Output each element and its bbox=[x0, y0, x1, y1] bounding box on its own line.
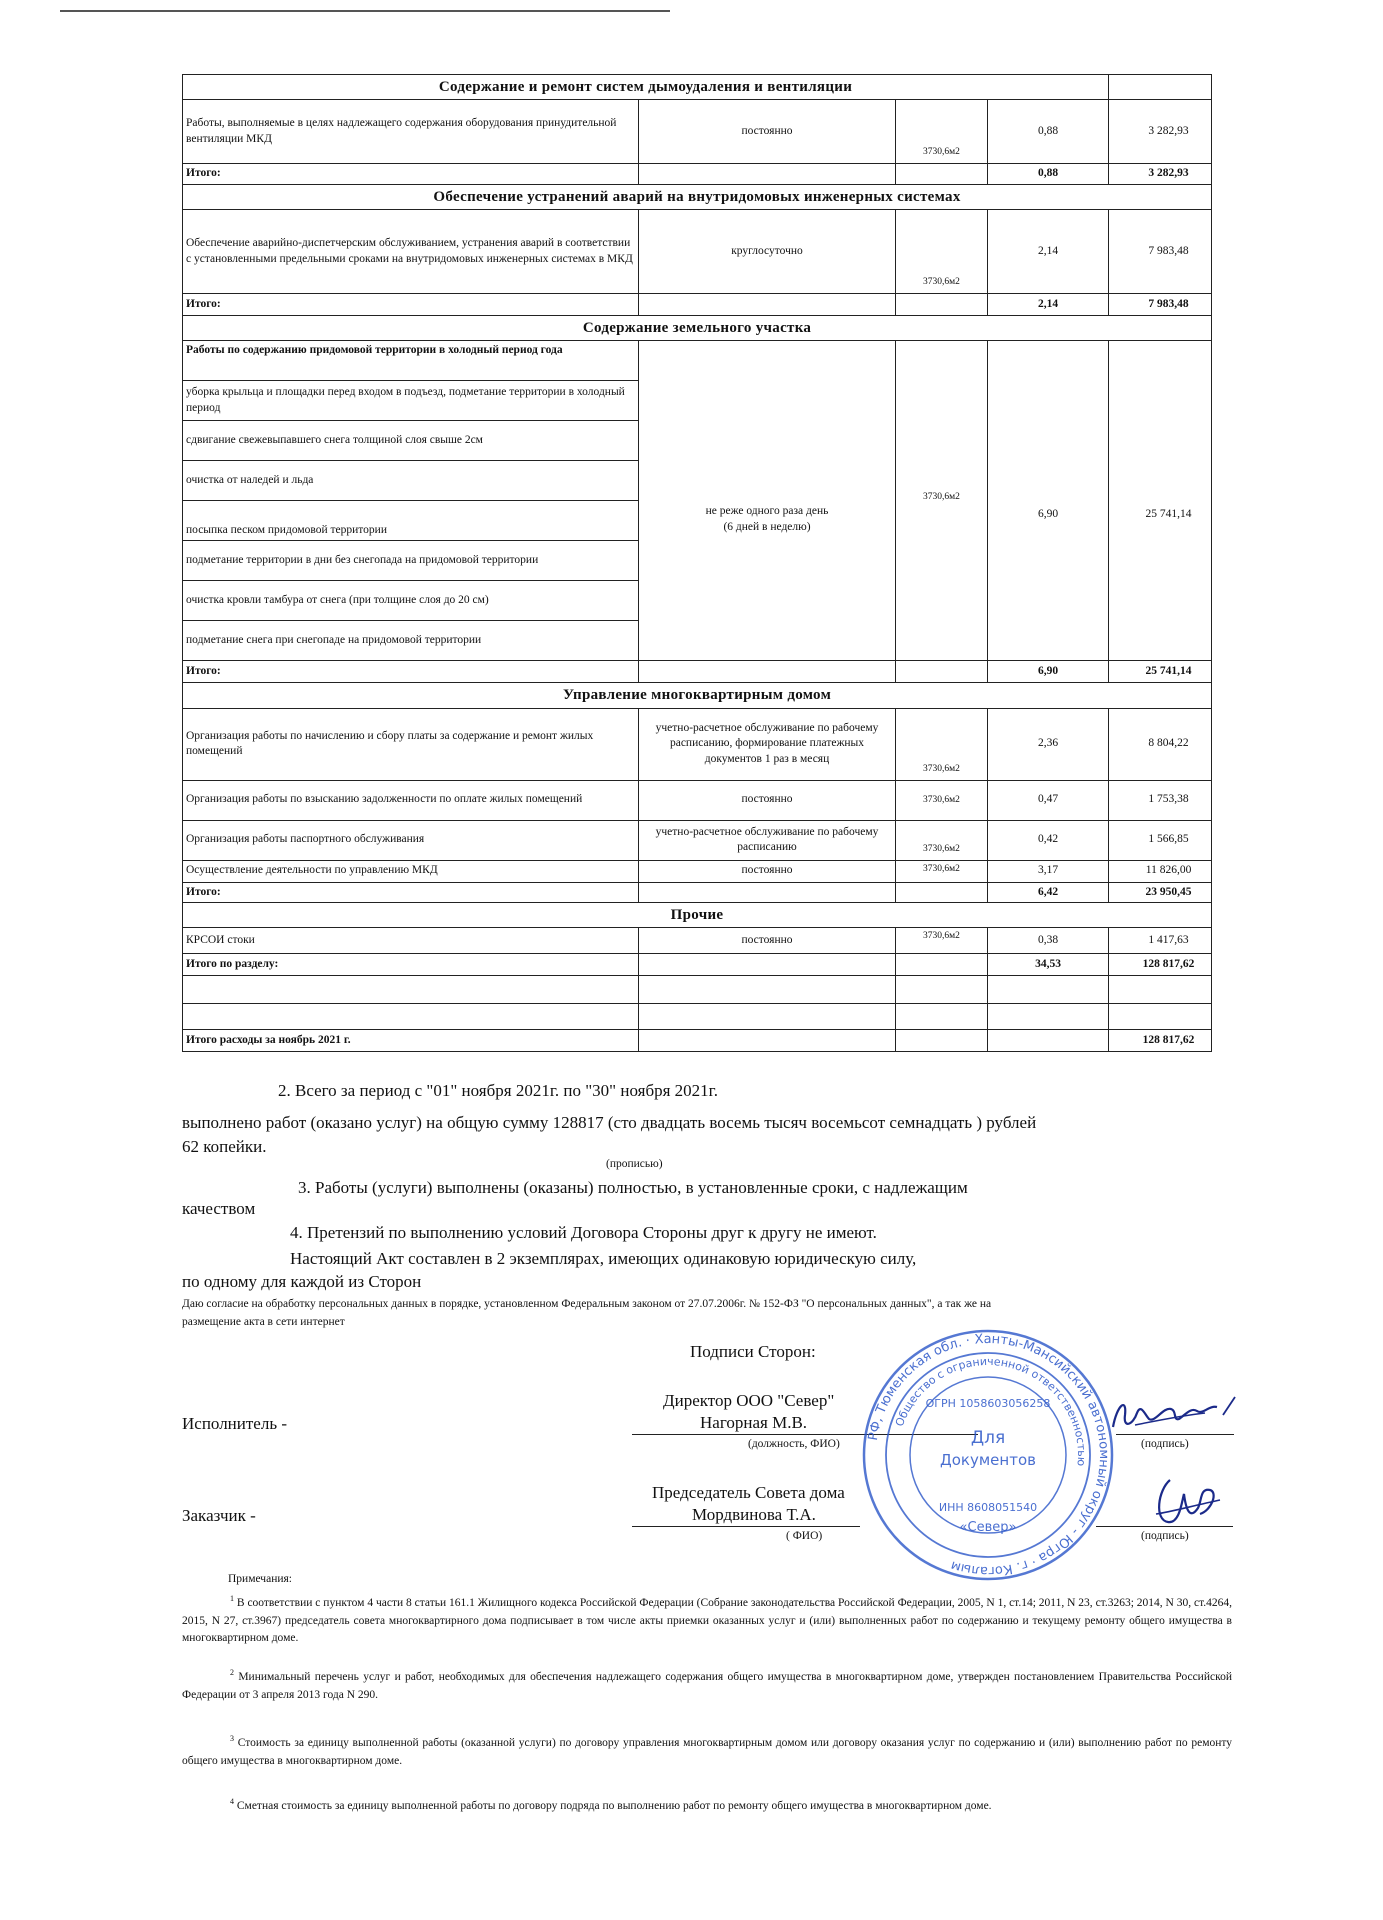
paragraph-5-cont: по одному для каждой из Сторон bbox=[182, 1272, 422, 1291]
work-cell: Работы, выполняемые в целях надлежащего содержания оборудования принудительной вентиляции МКД bbox=[183, 100, 639, 164]
stamp-outer-text: РФ, Тюменская обл. · Ханты-Мансийский автономный округ - Югра · г. Когалым bbox=[865, 1331, 1112, 1579]
top-rule bbox=[60, 10, 670, 12]
notes-title: Примечания: bbox=[228, 1573, 292, 1585]
table-row bbox=[183, 341, 1212, 381]
period-cell: не реже одного раза день (6 дней в неделю) bbox=[639, 341, 896, 661]
sum-cell: 7 983,48 bbox=[1109, 210, 1212, 294]
table-row bbox=[183, 210, 1212, 294]
rate-cell: 0,88 bbox=[988, 100, 1109, 164]
section-title: Содержание земельного участка bbox=[183, 316, 1212, 341]
footnote-4: $^4$ Сметная стоимость за единицу выполненной работы по договору подряда по выполнению работ по ремонту общего имущества в многоквартирном доме. bbox=[230, 1797, 992, 1812]
executor-name: Нагорная М.В. bbox=[700, 1413, 808, 1432]
customer-sign-caption: (подпись) bbox=[1141, 1530, 1189, 1542]
rate-cell: 3,17 bbox=[988, 860, 1109, 882]
section-total-row: Итого по разделу: 34,53 128 817,62 bbox=[183, 954, 1212, 976]
sum-cell: 8 804,22 bbox=[1109, 708, 1212, 780]
executor-sign-caption: (подпись) bbox=[1141, 1438, 1189, 1450]
total-row: Итого: 6,42 23 950,45 bbox=[183, 882, 1212, 903]
stamp-inn: ИНН 8608051540 bbox=[938, 1501, 1038, 1514]
area-cell: 3730,6м2 bbox=[896, 860, 988, 882]
customer-label: Заказчик - bbox=[182, 1506, 256, 1525]
area-cell: 3730,6м2 bbox=[896, 820, 988, 860]
stamp-middle-text: Общество с ограниченной ответственностью bbox=[892, 1354, 1089, 1467]
customer-position: Председатель Совета дома bbox=[652, 1483, 845, 1502]
total-sum: 128 817,62 bbox=[1109, 954, 1212, 976]
area-cell: 3730,6м2 bbox=[896, 210, 988, 294]
work-cell: сдвигание свежевыпавшего снега толщиной слоя свыше 2см bbox=[183, 421, 639, 461]
paragraph-4: 4. Претензий по выполнению условий Договора Стороны друг к другу не имеют. bbox=[290, 1223, 877, 1242]
table-row bbox=[183, 708, 1212, 780]
period-cell: учетно-расчетное обслуживание по рабочему расписанию bbox=[639, 820, 896, 860]
rate-cell: 0,42 bbox=[988, 820, 1109, 860]
stamp-center-line-1: Для bbox=[970, 1428, 1006, 1448]
executor-label: Исполнитель - bbox=[182, 1414, 287, 1433]
executor-caption: (должность, ФИО) bbox=[748, 1438, 840, 1450]
work-heading-cell: Работы по содержанию придомовой территории в холодный период года bbox=[183, 341, 639, 381]
customer-signature bbox=[1140, 1470, 1230, 1540]
period-cell: постоянно bbox=[639, 100, 896, 164]
month-total-row: Итого расходы за ноябрь 2021 г. 128 817,62 bbox=[183, 1030, 1212, 1052]
rate-cell: 0,38 bbox=[988, 928, 1109, 954]
sum-cell: 1 566,85 bbox=[1109, 820, 1212, 860]
stamp-ogrn: ОГРН 1058603056258 bbox=[925, 1397, 1051, 1410]
rate-cell: 2,36 bbox=[988, 708, 1109, 780]
consent-line-2: размещение акта в сети интернет bbox=[182, 1316, 345, 1328]
customer-line bbox=[632, 1526, 860, 1527]
table-row bbox=[183, 100, 1212, 164]
work-cell: Обеспечение аварийно-диспетчерским обслуживанием, устранения аварий в соответствии с установленными предельными сроками на внутридомовых инженерных системах в МКД bbox=[183, 210, 639, 294]
total-rate: 0,88 bbox=[988, 164, 1109, 185]
rate-cell: 0,47 bbox=[988, 780, 1109, 820]
rate-cell: 6,90 bbox=[988, 341, 1109, 661]
paragraph-2-kopecks: 62 копейки. bbox=[182, 1137, 267, 1156]
work-cell: подметание территории в дни без снегопада на придомовой территории bbox=[183, 541, 639, 581]
sum-cell: 1 417,63 bbox=[1109, 928, 1212, 954]
total-sum: 7 983,48 bbox=[1109, 294, 1212, 316]
work-cell: Осуществление деятельности по управлению МКД bbox=[183, 860, 639, 882]
paragraph-2-sum: выполнено работ (оказано услуг) на общую сумму 128817 (сто двадцать восемь тысяч восемьсот семнадцать ) рублей bbox=[182, 1113, 1037, 1132]
stamp-center-line-2: Документов bbox=[940, 1451, 1036, 1469]
total-sum: 128 817,62 bbox=[1109, 1030, 1212, 1052]
work-cell: Организация работы по начислению и сбору платы за содержание и ремонт жилых помещений bbox=[183, 708, 639, 780]
sum-cell: 11 826,00 bbox=[1109, 860, 1212, 882]
period-cell: круглосуточно bbox=[639, 210, 896, 294]
table-row bbox=[183, 820, 1212, 860]
total-row: Итого: 6,90 25 741,14 bbox=[183, 661, 1212, 683]
work-cell: уборка крыльца и площадки перед входом в подъезд, подметание территории в холодный период bbox=[183, 381, 639, 421]
work-cell: КРСОИ стоки bbox=[183, 928, 639, 954]
executor-signature bbox=[1105, 1385, 1240, 1445]
period-cell: постоянно bbox=[639, 860, 896, 882]
total-rate: 34,53 bbox=[988, 954, 1109, 976]
work-cell: подметание снега при снегопаде на придомовой территории bbox=[183, 621, 639, 661]
table-row bbox=[183, 860, 1212, 882]
total-rate: 6,90 bbox=[988, 661, 1109, 683]
section-title: Управление многоквартирным домом bbox=[183, 683, 1212, 708]
area-cell: 3730,6м2 bbox=[896, 928, 988, 954]
sum-cell: 25 741,14 bbox=[1109, 341, 1212, 661]
signatures-heading: Подписи Сторон: bbox=[690, 1342, 816, 1361]
section-title: Обеспечение устранений аварий на внутридомовых инженерных системах bbox=[183, 184, 1212, 209]
area-cell: 3730,6м2 bbox=[896, 100, 988, 164]
total-sum: 23 950,45 bbox=[1109, 882, 1212, 903]
area-cell: 3730,6м2 bbox=[896, 780, 988, 820]
rate-cell: 2,14 bbox=[988, 210, 1109, 294]
company-stamp bbox=[858, 1325, 1118, 1585]
total-sum: 25 741,14 bbox=[1109, 661, 1212, 683]
footnote-1: $^1$ В соответствии с пунктом 4 части 8 статьи 161.1 Жилищного кодекса Российской Федерации (Собрание законодательства Российской Федерации, 2005, N 1, ст.14; 2011, N 23, ст.3263; 2014, N 30, ст.4264, 2015, N 27, ст.3967) председатель совета многоквартирного дома подписывает в том числе акты приемки оказанных услуг и (или) выполненных работ по содержанию и текущему ремонту общего имущества в многоквартирном доме. bbox=[182, 1594, 1232, 1645]
period-cell: постоянно bbox=[639, 780, 896, 820]
work-cell: Организация работы паспортного обслуживания bbox=[183, 820, 639, 860]
table-row bbox=[183, 780, 1212, 820]
sum-cell: 3 282,93 bbox=[1109, 100, 1212, 164]
customer-name: Мордвинова Т.А. bbox=[692, 1505, 816, 1524]
area-cell: 3730,6м2 bbox=[896, 341, 988, 661]
services-table bbox=[182, 74, 1212, 1052]
total-sum: 3 282,93 bbox=[1109, 164, 1212, 185]
paragraph-5: Настоящий Акт составлен в 2 экземплярах, имеющих одинаковую юридическую силу, bbox=[290, 1249, 917, 1268]
footnote-2: $^2$ Минимальный перечень услуг и работ, необходимых для обеспечения надлежащего содержания общего имущества в многоквартирном доме, утвержден постановлением Правительства Российской Федерации от 3 апреля 2013 года N 290. bbox=[182, 1668, 1233, 1701]
sum-cell: 1 753,38 bbox=[1109, 780, 1212, 820]
paragraph-3: 3. Работы (услуги) выполнены (оказаны) полностью, в установленные сроки, с надлежащим bbox=[298, 1178, 968, 1197]
total-row: Итого: 0,88 3 282,93 bbox=[183, 164, 1212, 185]
stamp-name: «Север» bbox=[959, 1520, 1017, 1535]
footnote-3: $^3$ Стоимость за единицу выполненной работы (оказанной услуги) по договору управления многоквартирным домом или договору оказания услуг по содержанию и (или) выполнению работ по ремонту общего имущества в многоквартирном доме. bbox=[182, 1734, 1232, 1767]
propisyu-caption: (прописью) bbox=[606, 1158, 663, 1170]
consent-line-1: Даю согласие на обработку персональных данных в порядке, установленном Федеральным законом от 27.07.2006г. № 152-ФЗ "О персональных данных", а так же на bbox=[182, 1298, 992, 1310]
section-title: Содержание и ремонт систем дымоудаления и вентиляции bbox=[183, 75, 1109, 100]
total-rate: 2,14 bbox=[988, 294, 1109, 316]
work-cell: посыпка песком придомовой территории bbox=[183, 501, 639, 541]
table-row bbox=[183, 928, 1212, 954]
area-cell: 3730,6м2 bbox=[896, 708, 988, 780]
total-row: Итого: 2,14 7 983,48 bbox=[183, 294, 1212, 316]
executor-position: Директор ООО "Север" bbox=[663, 1391, 835, 1410]
period-cell: постоянно bbox=[639, 928, 896, 954]
work-cell: очистка от наледей и льда bbox=[183, 461, 639, 501]
period-cell: учетно-расчетное обслуживание по рабочему расписанию, формирование платежных документов 1 раз в месяц bbox=[639, 708, 896, 780]
work-cell: очистка кровли тамбура от снега (при толщине слоя до 20 см) bbox=[183, 581, 639, 621]
paragraph-2: 2. Всего за период с "01" ноября 2021г. по "30" ноября 2021г. bbox=[278, 1081, 718, 1100]
paragraph-3-cont: качеством bbox=[182, 1199, 256, 1218]
section-title: Прочие bbox=[183, 903, 1212, 928]
work-cell: Организация работы по взысканию задолженности по оплате жилых помещений bbox=[183, 780, 639, 820]
total-rate: 6,42 bbox=[988, 882, 1109, 903]
customer-caption: ( ФИО) bbox=[786, 1530, 823, 1542]
